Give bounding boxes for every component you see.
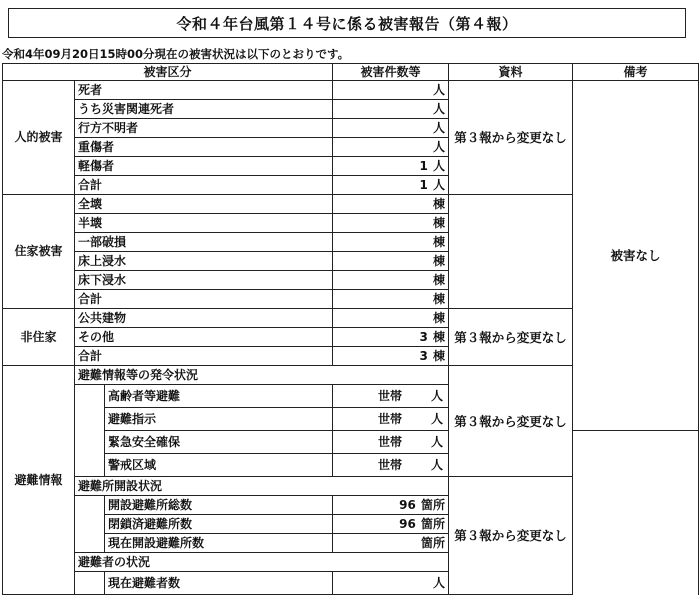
row-label: 合計	[75, 290, 333, 309]
table-row	[3, 496, 699, 515]
row-value: 棟	[333, 214, 449, 233]
table-row	[3, 477, 699, 496]
row-label: その他	[75, 328, 333, 347]
row-value: 3 棟	[333, 328, 449, 347]
row-value: 人	[333, 119, 449, 138]
material-note: 第３報から変更なし	[449, 81, 573, 195]
housing-damage-category: 住家被害	[3, 195, 75, 309]
row-value: 棟	[333, 271, 449, 290]
human-damage-category: 人的被害	[3, 81, 75, 195]
material-note: 第３報から変更なし	[449, 366, 573, 477]
table-row	[3, 534, 699, 553]
damage-table	[2, 63, 699, 595]
row-value: 人	[333, 572, 449, 595]
row-value: 96 箇所	[333, 496, 449, 515]
row-label: 閉鎖済避難所数	[105, 515, 333, 534]
section-title: 避難者の状況	[75, 553, 449, 572]
row-value: 棟	[333, 233, 449, 252]
report-title: 令和４年台風第１４号に係る被害報告（第４報）	[8, 8, 686, 38]
row-value: 棟	[333, 252, 449, 271]
table-row	[3, 454, 699, 477]
row-label: 軽傷者	[75, 157, 333, 176]
table-row	[3, 572, 699, 595]
section-title: 避難所開設状況	[75, 477, 449, 496]
row-label: 現在開設避難所数	[105, 534, 333, 553]
header-notes: 備考	[573, 64, 699, 81]
row-value: 人	[333, 100, 449, 119]
notes-cell: 被害なし	[573, 81, 699, 431]
row-label: 開設避難所総数	[105, 496, 333, 515]
row-label: 死者	[75, 81, 333, 100]
header-category: 被害区分	[3, 64, 333, 81]
row-label: 床上浸水	[75, 252, 333, 271]
evacuation-category: 避難情報	[3, 366, 75, 595]
indent-cell	[75, 496, 105, 553]
row-label: 一部破損	[75, 233, 333, 252]
row-value: 世帯 人	[333, 454, 449, 477]
table-row	[3, 515, 699, 534]
indent-cell	[75, 572, 105, 595]
table-row	[3, 81, 699, 100]
indent-cell	[75, 385, 105, 477]
row-label: うち災害関連死者	[75, 100, 333, 119]
header-material: 資料	[449, 64, 573, 81]
row-value: 1 人	[333, 157, 449, 176]
row-value: 96 箇所	[333, 515, 449, 534]
row-value: 世帯 人	[333, 431, 449, 454]
row-value: 棟	[333, 290, 449, 309]
row-label: 合計	[75, 347, 333, 366]
material-note: 第３報から変更なし	[449, 309, 573, 366]
row-label: 現在避難者数	[105, 572, 333, 595]
row-label: 緊急安全確保	[105, 431, 333, 454]
row-value: 世帯 人	[333, 408, 449, 431]
table-header-row	[3, 64, 699, 81]
row-label: 避難指示	[105, 408, 333, 431]
row-label: 半壊	[75, 214, 333, 233]
section-title: 避難情報等の発令状況	[75, 366, 449, 385]
table-row	[3, 553, 699, 572]
row-label: 全壊	[75, 195, 333, 214]
nonresidential-category: 非住家	[3, 309, 75, 366]
header-count: 被害件数等	[333, 64, 449, 81]
row-value: 棟	[333, 309, 449, 328]
row-label: 公共建物	[75, 309, 333, 328]
row-label: 警戒区域	[105, 454, 333, 477]
row-value: 人	[333, 138, 449, 157]
row-value: 人	[333, 81, 449, 100]
material-blank	[449, 195, 573, 309]
row-label: 行方不明者	[75, 119, 333, 138]
row-value: 1 人	[333, 176, 449, 195]
row-label: 合計	[75, 176, 333, 195]
row-label: 重傷者	[75, 138, 333, 157]
row-value: 箇所	[333, 534, 449, 553]
row-label: 床下浸水	[75, 271, 333, 290]
row-value: 3 棟	[333, 347, 449, 366]
row-value: 世帯 人	[333, 385, 449, 408]
table-row	[3, 431, 699, 454]
row-value: 棟	[333, 195, 449, 214]
material-note: 第３報から変更なし	[449, 477, 573, 595]
report-subtitle: 令和4年09月20日15時00分現在の被害状況は以下のとおりです。	[2, 47, 350, 61]
row-label: 高齢者等避難	[105, 385, 333, 408]
